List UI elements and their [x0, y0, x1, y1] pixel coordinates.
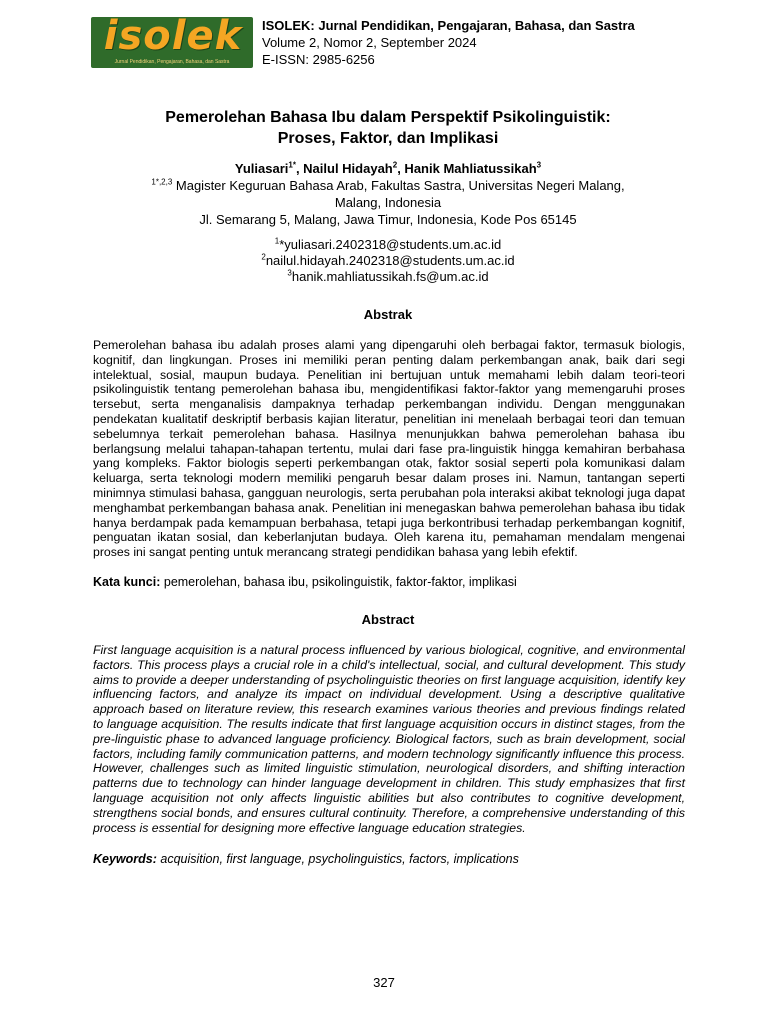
title-line-2: Proses, Faktor, dan Implikasi [277, 130, 499, 147]
email-3-sup: 3 [287, 268, 292, 278]
affiliation-line-2: Malang, Indonesia [334, 195, 442, 210]
author-names [80, 160, 696, 177]
page-number: 327 [373, 975, 395, 990]
kata-kunci [93, 575, 685, 589]
author-2-sup: 2 [392, 160, 398, 170]
keywords-label: Keywords: [93, 852, 157, 866]
paper-title [80, 107, 696, 149]
journal-volume: Volume 2, Nomor 2, September 2024 [262, 35, 477, 50]
author-1-sup: 1* [288, 160, 296, 170]
affiliation-text-1: Magister Keguruan Bahasa Arab, Fakultas Sastra, Universitas Negeri Malang, [172, 178, 625, 193]
keywords [93, 852, 685, 866]
author-2: , Nailul Hidayah [295, 161, 393, 176]
journal-info [262, 17, 635, 68]
email-3-text: hanik.mahliatussikah.fs@um.ac.id [291, 269, 489, 284]
affiliation-address: Jl. Semarang 5, Malang, Jawa Timur, Indonesia, Kode Pos 65145 [199, 212, 577, 227]
email-list [80, 237, 696, 285]
email-1[interactable] [80, 237, 696, 253]
email-2-text: nailul.hidayah.2402318@students.um.ac.id [265, 253, 515, 268]
journal-name: ISOLEK: Jurnal Pendidikan, Pengajaran, Bahasa, dan Sastra [262, 18, 635, 33]
logo-tagline: Jurnal Pendidikan, Pengajaran, Bahasa, dan Sastra [114, 59, 230, 65]
author-1: Yuliasari [234, 161, 289, 176]
kata-kunci-label: Kata kunci: [93, 575, 161, 589]
email-2[interactable] [80, 253, 696, 269]
logo-wordmark: isolek [103, 17, 243, 59]
journal-issn: E-ISSN: 2985-6256 [262, 52, 375, 67]
abstrak-heading: Abstrak [363, 307, 413, 322]
abstrak-text: Pemerolehan bahasa ibu adalah proses alami yang dipengaruhi oleh berbagai faktor, termasuk biologis, kognitif, dan lingkungan. Proses ini memiliki peran penting dalam perkembangan anak, baik dari segi intelektual, sosial, maupun budaya. Penelitian ini bertujuan untuk memahami lebih dalam teori-teori psikolinguistik tentang pemerolehan bahasa ibu, mengidentifikasi faktor-faktor yang memengaruhi proses tersebut, serta menganalisis dampaknya terhadap perkembangan individu. Dengan menggunakan pendekatan kualitatif deskriptif berbasis kajian literatur, penelitian ini menelaah berbagai teori dan temuan sebelumnya terkait pemerolehan bahasa. Hasilnya menunjukkan bahwa pemerolehan bahasa ibu berlangsung melalui tahapan-tahapan tertentu, mulai dari fase pra-linguistik hingga kemahiran berbahasa yang kompleks. Faktor biologis seperti perkembangan otak, faktor sosial seperti pola komunikasi dalam keluarga, serta teknologi modern memiliki pengaruh besar dalam proses ini. Namun, tantangan seperti minimnya stimulasi bahasa, gangguan neurologis, serta perubahan pola interaksi akibat teknologi juga dapat menghambat perkembangan bahasa anak. Penelitian ini menegaskan bahwa pemerolehan bahasa ibu tidak hanya berdampak pada kemampuan berbahasa, tetapi juga berkontribusi terhadap perkembangan kognitif, penguatan ikatan sosial, dan keberlanjutan budaya. Oleh karena itu, pemahaman mendalam mengenai proses ini sangat penting untuk merancang strategi pendidikan bahasa yang lebih efektif. [93, 338, 685, 560]
kata-kunci-values: pemerolehan, bahasa ibu, psikolinguistik, faktor-faktor, implikasi [160, 575, 517, 589]
abstract-heading: Abstract [361, 612, 415, 627]
email-1-sup: 1 [274, 236, 280, 246]
author-3: , Hanik Mahliatussikah [397, 161, 537, 176]
email-2-sup: 2 [261, 252, 266, 262]
email-1-text: *yuliasari.2402318@students.um.ac.id [279, 237, 502, 252]
author-3-sup: 3 [536, 160, 542, 170]
author-block [80, 160, 696, 228]
affiliation-line-1 [80, 177, 696, 194]
title-line-1: Pemerolehan Bahasa Ibu dalam Perspektif Psikolinguistik: [165, 109, 611, 126]
keywords-values: acquisition, first language, psycholinguistics, factors, implications [156, 852, 519, 866]
email-3[interactable] [80, 269, 696, 285]
journal-logo [91, 17, 253, 68]
abstract-text: First language acquisition is a natural process influenced by various biological, cognitive, and environmental factors. This process plays a crucial role in a child's intellectual, social, and cultural development. This study aims to provide a deeper understanding of psycholinguistic theories on first language acquisition, identify key influencing factors, and analyze its impact on individual development. Using a descriptive qualitative approach based on literature review, this research examines various theories and previous findings related to language acquisition. The results indicate that first language acquisition occurs in distinct stages, from the pre-linguistic phase to advanced language proficiency. Biological factors, such as brain development, social factors, including family communication patterns, and modern technology significantly influence this process. However, challenges such as limited linguistic stimulation, neurological disorders, and shifting interaction patterns due to technology can hinder language development in children. This study emphasizes that first language acquisition not only affects linguistic abilities but also contributes to cognitive development, strengthens social bonds, and ensures cultural continuity. Therefore, a comprehensive understanding of this process is essential for designing more effective language education strategies. [93, 643, 685, 835]
affiliation-sup: 1*,2,3 [151, 177, 173, 187]
